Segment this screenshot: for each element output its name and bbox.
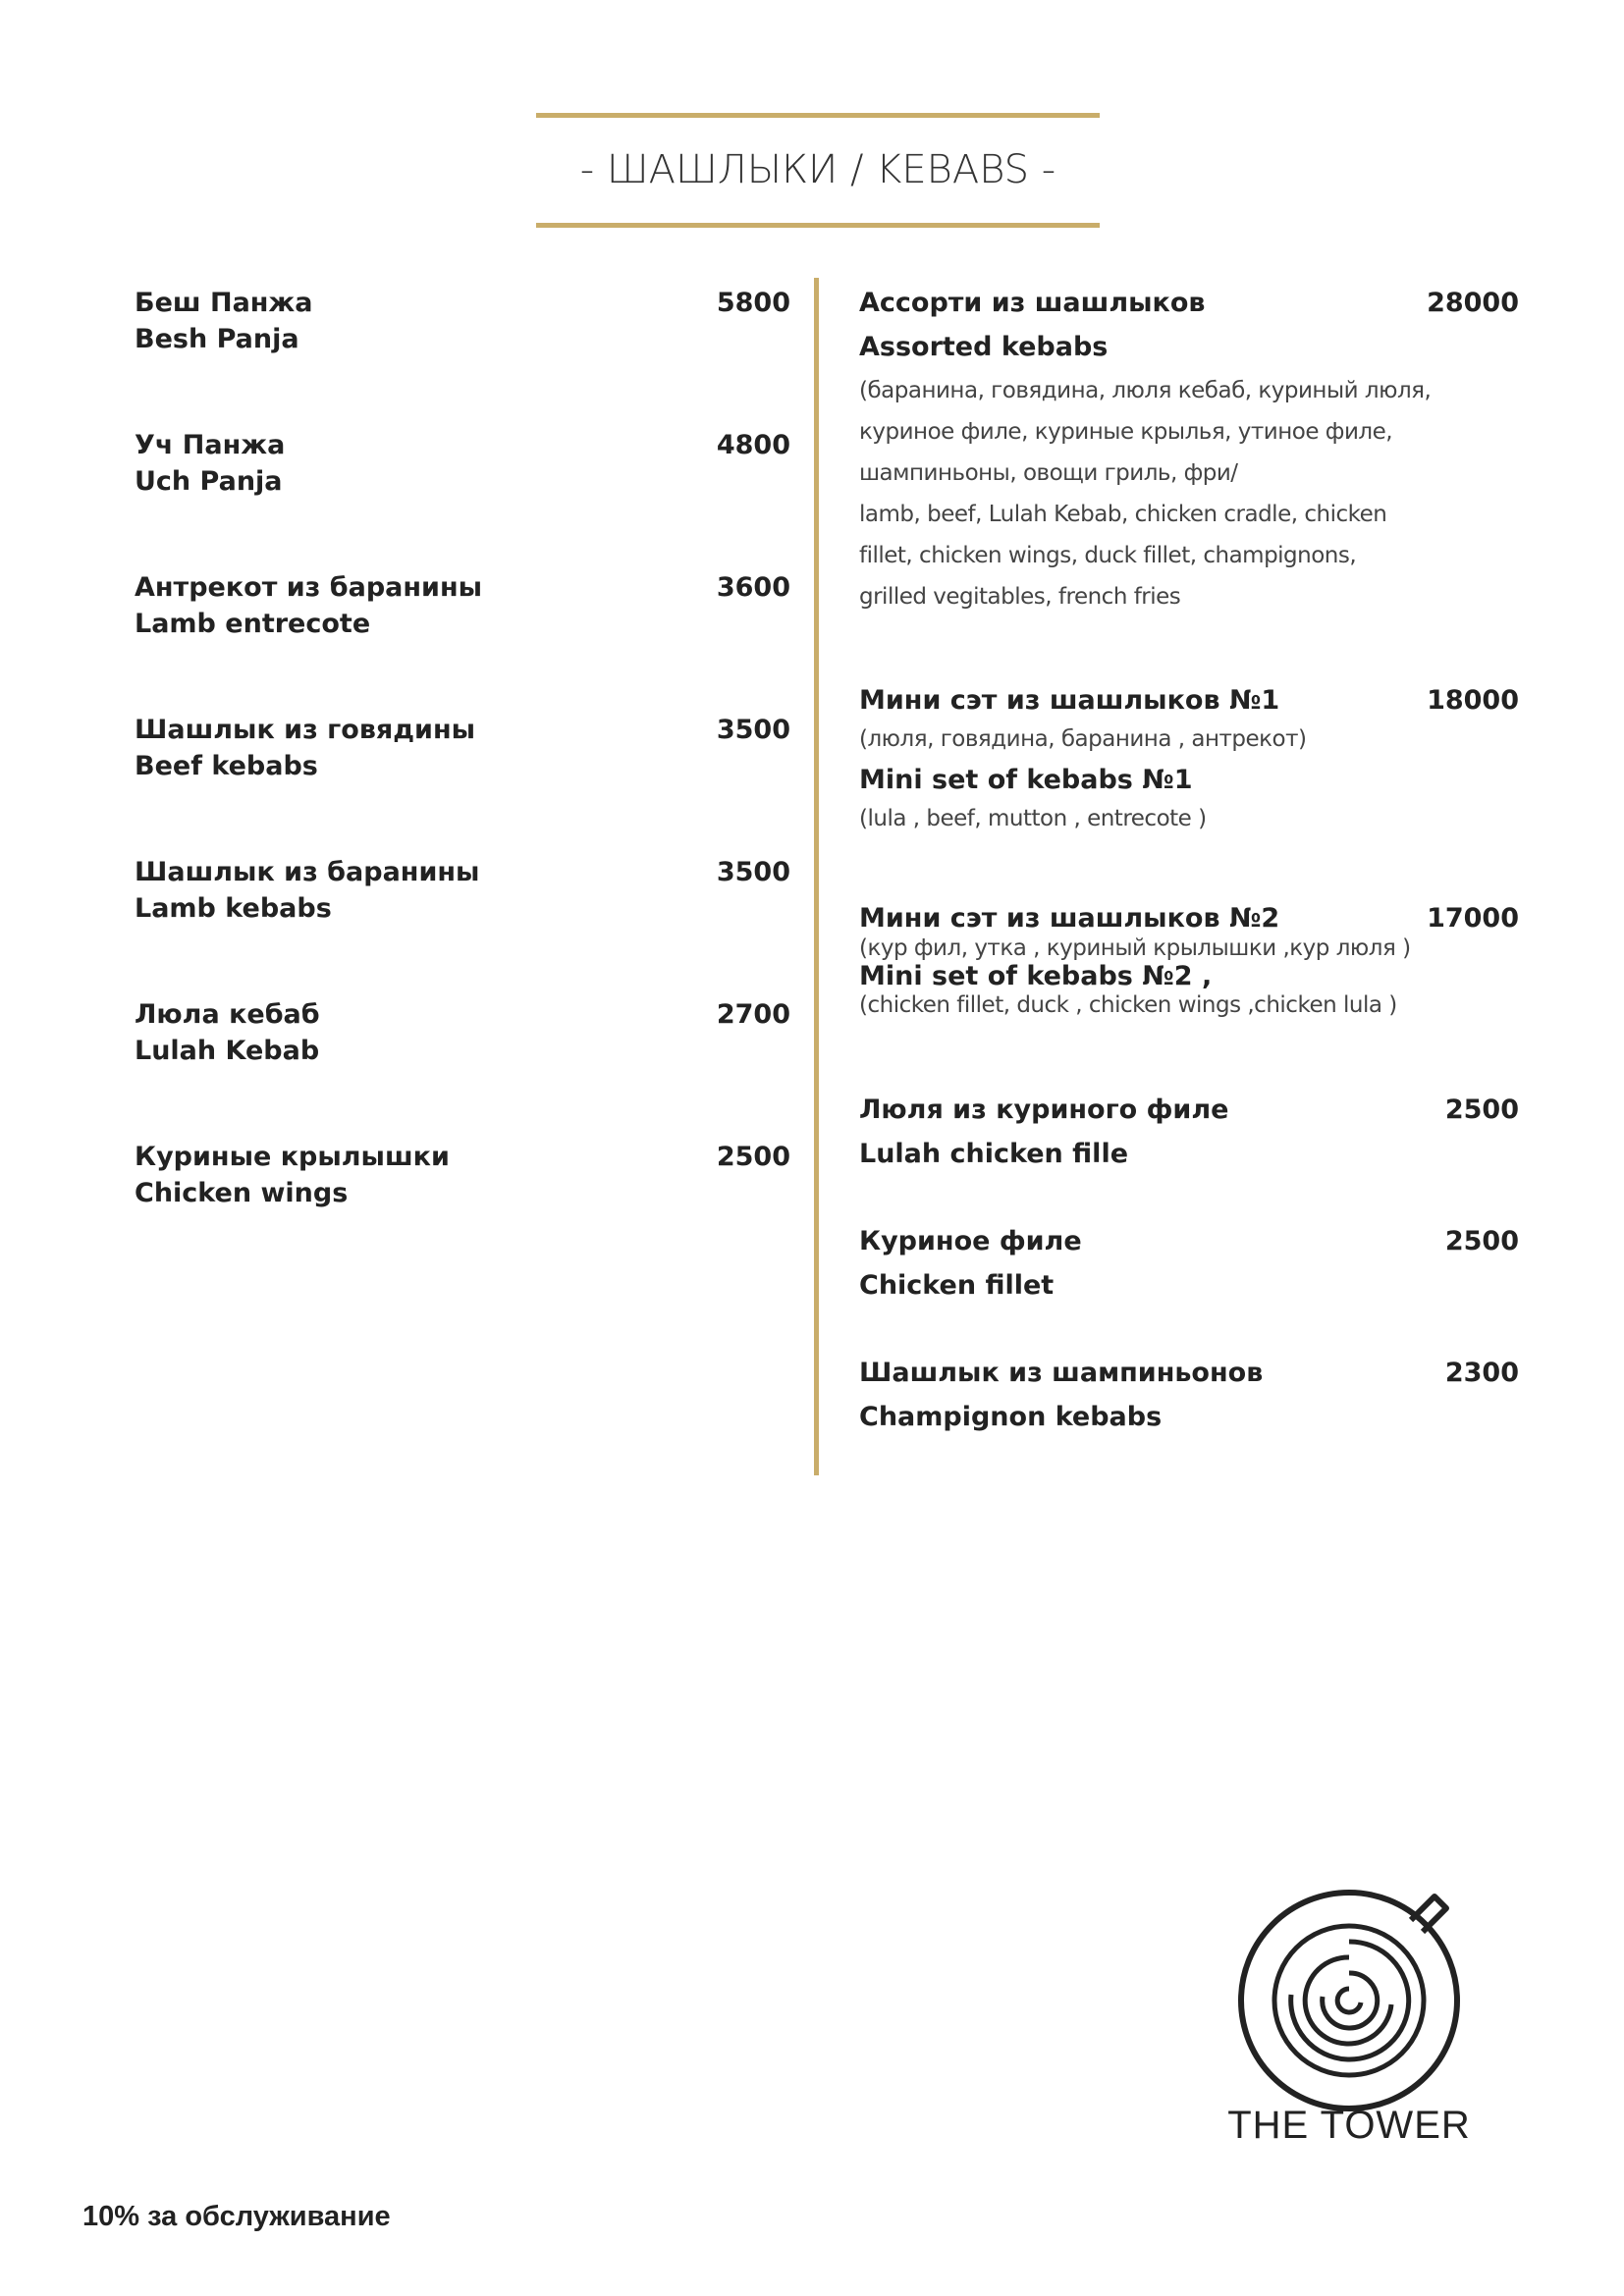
item-name-en: Mini set of kebabs №1 <box>859 765 1193 795</box>
menu-item-chicken-wings <box>135 1139 792 1211</box>
item-price: 2300 <box>1444 1358 1519 1388</box>
menu-item-lulah-kebab <box>135 996 792 1069</box>
item-desc-en: (chicken fillet, duck , chicken wings ,chicken lula ) <box>859 992 1397 1018</box>
item-price: 17000 <box>1427 903 1519 934</box>
item-name-ru: Люля из куриного филе <box>859 1095 1229 1125</box>
item-name-ru: Люла кебаб <box>135 999 320 1030</box>
menu-item-lamb-entrecote <box>135 569 792 642</box>
item-name-en: Chicken wings <box>135 1178 349 1208</box>
column-divider <box>814 278 819 1475</box>
item-name-ru: Беш Панжа <box>135 288 313 318</box>
item-price: 2500 <box>716 1142 790 1172</box>
item-name-en: Assorted kebabs <box>859 332 1109 362</box>
item-name-ru: Шашлык из говядины <box>135 715 476 745</box>
item-name-ru: Ассорти из шашлыков <box>859 288 1206 318</box>
item-price: 28000 <box>1427 288 1519 318</box>
item-name-ru: Мини сэт из шашлыков №2 <box>859 903 1280 934</box>
item-name-en: Lulah chicken fille <box>859 1139 1129 1169</box>
item-name-en: Besh Panja <box>135 324 299 354</box>
item-desc-line: (баранина, говядина, люля кебаб, куриный люля, <box>859 378 1432 403</box>
item-name-ru: Шашлык из шампиньонов <box>859 1358 1264 1388</box>
menu-item-besh-panja <box>135 285 792 357</box>
menu-item-lulah-chicken-fillet <box>859 1092 1519 1172</box>
menu-item-beef-kebabs <box>135 712 792 784</box>
menu-item-lamb-kebabs <box>135 854 792 927</box>
item-price: 2500 <box>1444 1095 1519 1125</box>
item-price: 4800 <box>716 430 790 460</box>
menu-item-champignon-kebabs <box>859 1355 1519 1435</box>
item-name-en: Uch Panja <box>135 466 283 497</box>
item-desc-line: fillet, chicken wings, duck fillet, champignons, <box>859 543 1357 568</box>
item-name-en: Champignon kebabs <box>859 1402 1163 1432</box>
title-bottom-rule <box>536 223 1100 228</box>
page-title: - ШАШЛЫКИ / KEBABS - <box>579 147 1056 192</box>
item-name-en: Lamb kebabs <box>135 893 332 924</box>
item-desc-line: lamb, beef, Lulah Kebab, chicken cradle, chicken <box>859 502 1387 527</box>
menu-item-assorted-kebabs <box>859 285 1519 617</box>
item-name-ru: Куриные крылышки <box>135 1142 450 1172</box>
item-name-en: Beef kebabs <box>135 751 318 781</box>
item-price: 5800 <box>716 288 790 318</box>
item-name-en: Lulah Kebab <box>135 1036 320 1066</box>
menu-item-mini-set-2 <box>859 900 1519 1017</box>
item-price: 2700 <box>716 999 790 1030</box>
item-name-en: Chicken fillet <box>859 1270 1055 1301</box>
item-name-ru: Антрекот из баранины <box>135 572 483 603</box>
item-price: 2500 <box>1444 1226 1519 1256</box>
item-desc-en: (lula , beef, mutton , entrecote ) <box>859 806 1207 831</box>
item-price: 3600 <box>716 572 790 603</box>
item-name-ru: Куриное филе <box>859 1226 1082 1256</box>
item-price: 3500 <box>716 857 790 887</box>
item-name-ru: Мини сэт из шашлыков №1 <box>859 685 1280 716</box>
service-charge-note: 10% за обслуживание <box>82 2201 391 2232</box>
item-desc-ru: (люля, говядина, баранина , антрекот) <box>859 726 1307 752</box>
brand-logo-text: THE TOWER <box>1227 2104 1471 2147</box>
item-price: 18000 <box>1427 685 1519 716</box>
item-name-en: Lamb entrecote <box>135 609 371 639</box>
item-name-en: Mini set of kebabs №2 , <box>859 961 1213 991</box>
item-desc-line: куриное филе, куриные крылья, утиное филе, <box>859 419 1393 445</box>
item-desc-line: grilled vegitables, french fries <box>859 584 1181 610</box>
menu-item-chicken-fillet <box>859 1223 1519 1304</box>
item-desc-ru: (кур фил, утка , куриный крылышки ,кур люля ) <box>859 935 1411 961</box>
item-name-ru: Уч Панжа <box>135 430 286 460</box>
item-price: 3500 <box>716 715 790 745</box>
menu-item-uch-panja <box>135 427 792 500</box>
title-top-rule <box>536 113 1100 118</box>
item-name-ru: Шашлык из баранины <box>135 857 480 887</box>
item-desc-line: шампиньоны, овощи гриль, фри/ <box>859 460 1238 486</box>
menu-item-mini-set-1 <box>859 682 1519 839</box>
